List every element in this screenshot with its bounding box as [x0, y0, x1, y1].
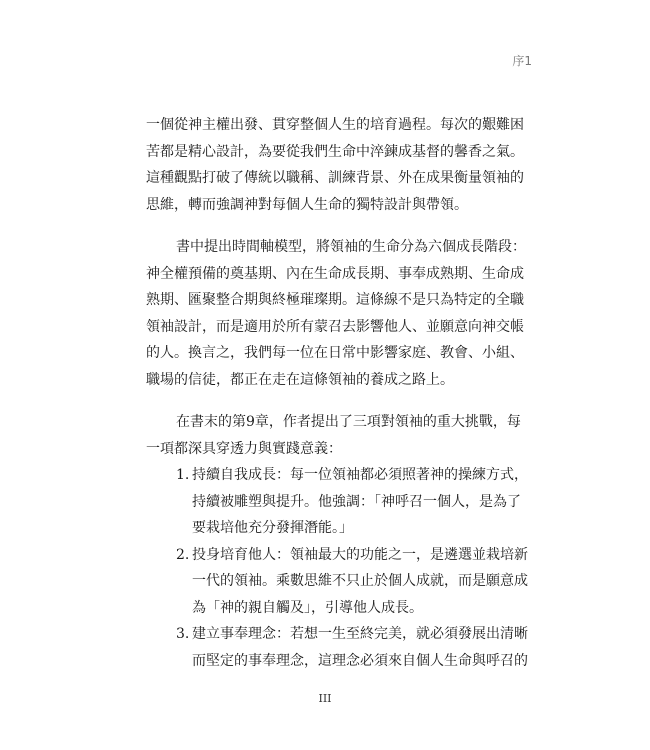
text-line: 這種觀點打破了傳統以職稱、訓練背景、外在成果衡量領袖的 — [146, 170, 524, 186]
text-line: 持續自我成長：每一位領袖都必須照著神的操練方式， — [192, 467, 528, 483]
list-item — [146, 542, 528, 622]
text-line: 熟期、匯聚整合期與終極璀璨期。這條線不是只為特定的全職 — [146, 292, 524, 308]
list-item — [146, 462, 528, 542]
text-line: 要栽培他充分發揮潛能。」 — [192, 520, 353, 536]
text-line: 在書末的第9章，作者提出了三項對領袖的重大挑戰，每 — [176, 414, 521, 430]
text-line: 苦都是精心設計，為要從我們生命中淬鍊成基督的馨香之氣。 — [146, 143, 524, 160]
text-line: 為「神的親自觸及」，引導他人成長。 — [192, 599, 423, 616]
text-line: 神全權預備的奠基期、內在生命成長期、事奉成熟期、生命成 — [146, 265, 524, 282]
list-item — [146, 621, 528, 674]
text-line: 領袖設計，而是適用於所有蒙召去影響他人、並願意向神交帳 — [146, 318, 524, 335]
text-line: 投身培育他人：領袖最大的功能之一，是遴選並栽培新 — [192, 546, 528, 563]
page-number: III — [318, 692, 332, 705]
text-line: 思維，轉而強調神對每個人生命的獨特設計與帶領。 — [146, 196, 468, 213]
page-body — [146, 112, 528, 674]
running-header: 序1 — [512, 54, 532, 68]
paragraph-1 — [146, 112, 524, 218]
numbered-list — [146, 462, 528, 674]
paragraph-3 — [146, 409, 521, 462]
text-line: 職場的信徒，都正在走在這條領袖的養成之路上。 — [146, 371, 454, 388]
text-line: 的人。換言之，我們每一位在日常中影響家庭、教會、小組、 — [146, 345, 524, 361]
paragraph-2 — [146, 234, 526, 393]
text-line: 書中提出時間軸模型，將領袖的生命分為六個成長階段： — [176, 239, 526, 255]
list-number: 1. — [176, 467, 190, 483]
text-line: 而堅定的事奉理念，這理念必須來自個人生命與呼召的 — [192, 652, 528, 669]
text-line: 持續被雕塑與提升。他強調：「神呼召一個人，是為了 — [192, 493, 521, 510]
text-line: 一代的領袖。乘數思維不只止於個人成就，而是願意成 — [192, 573, 528, 589]
list-number: 3. — [176, 626, 190, 642]
text-line: 一項都深具穿透力與實踐意義： — [146, 440, 342, 457]
text-line: 建立事奉理念：若想一生至終完美，就必須發展出清晰 — [192, 626, 528, 642]
list-number: 2. — [176, 546, 190, 563]
text-line: 一個從神主權出發、貫穿整個人生的培育過程。每次的艱難困 — [146, 117, 524, 133]
